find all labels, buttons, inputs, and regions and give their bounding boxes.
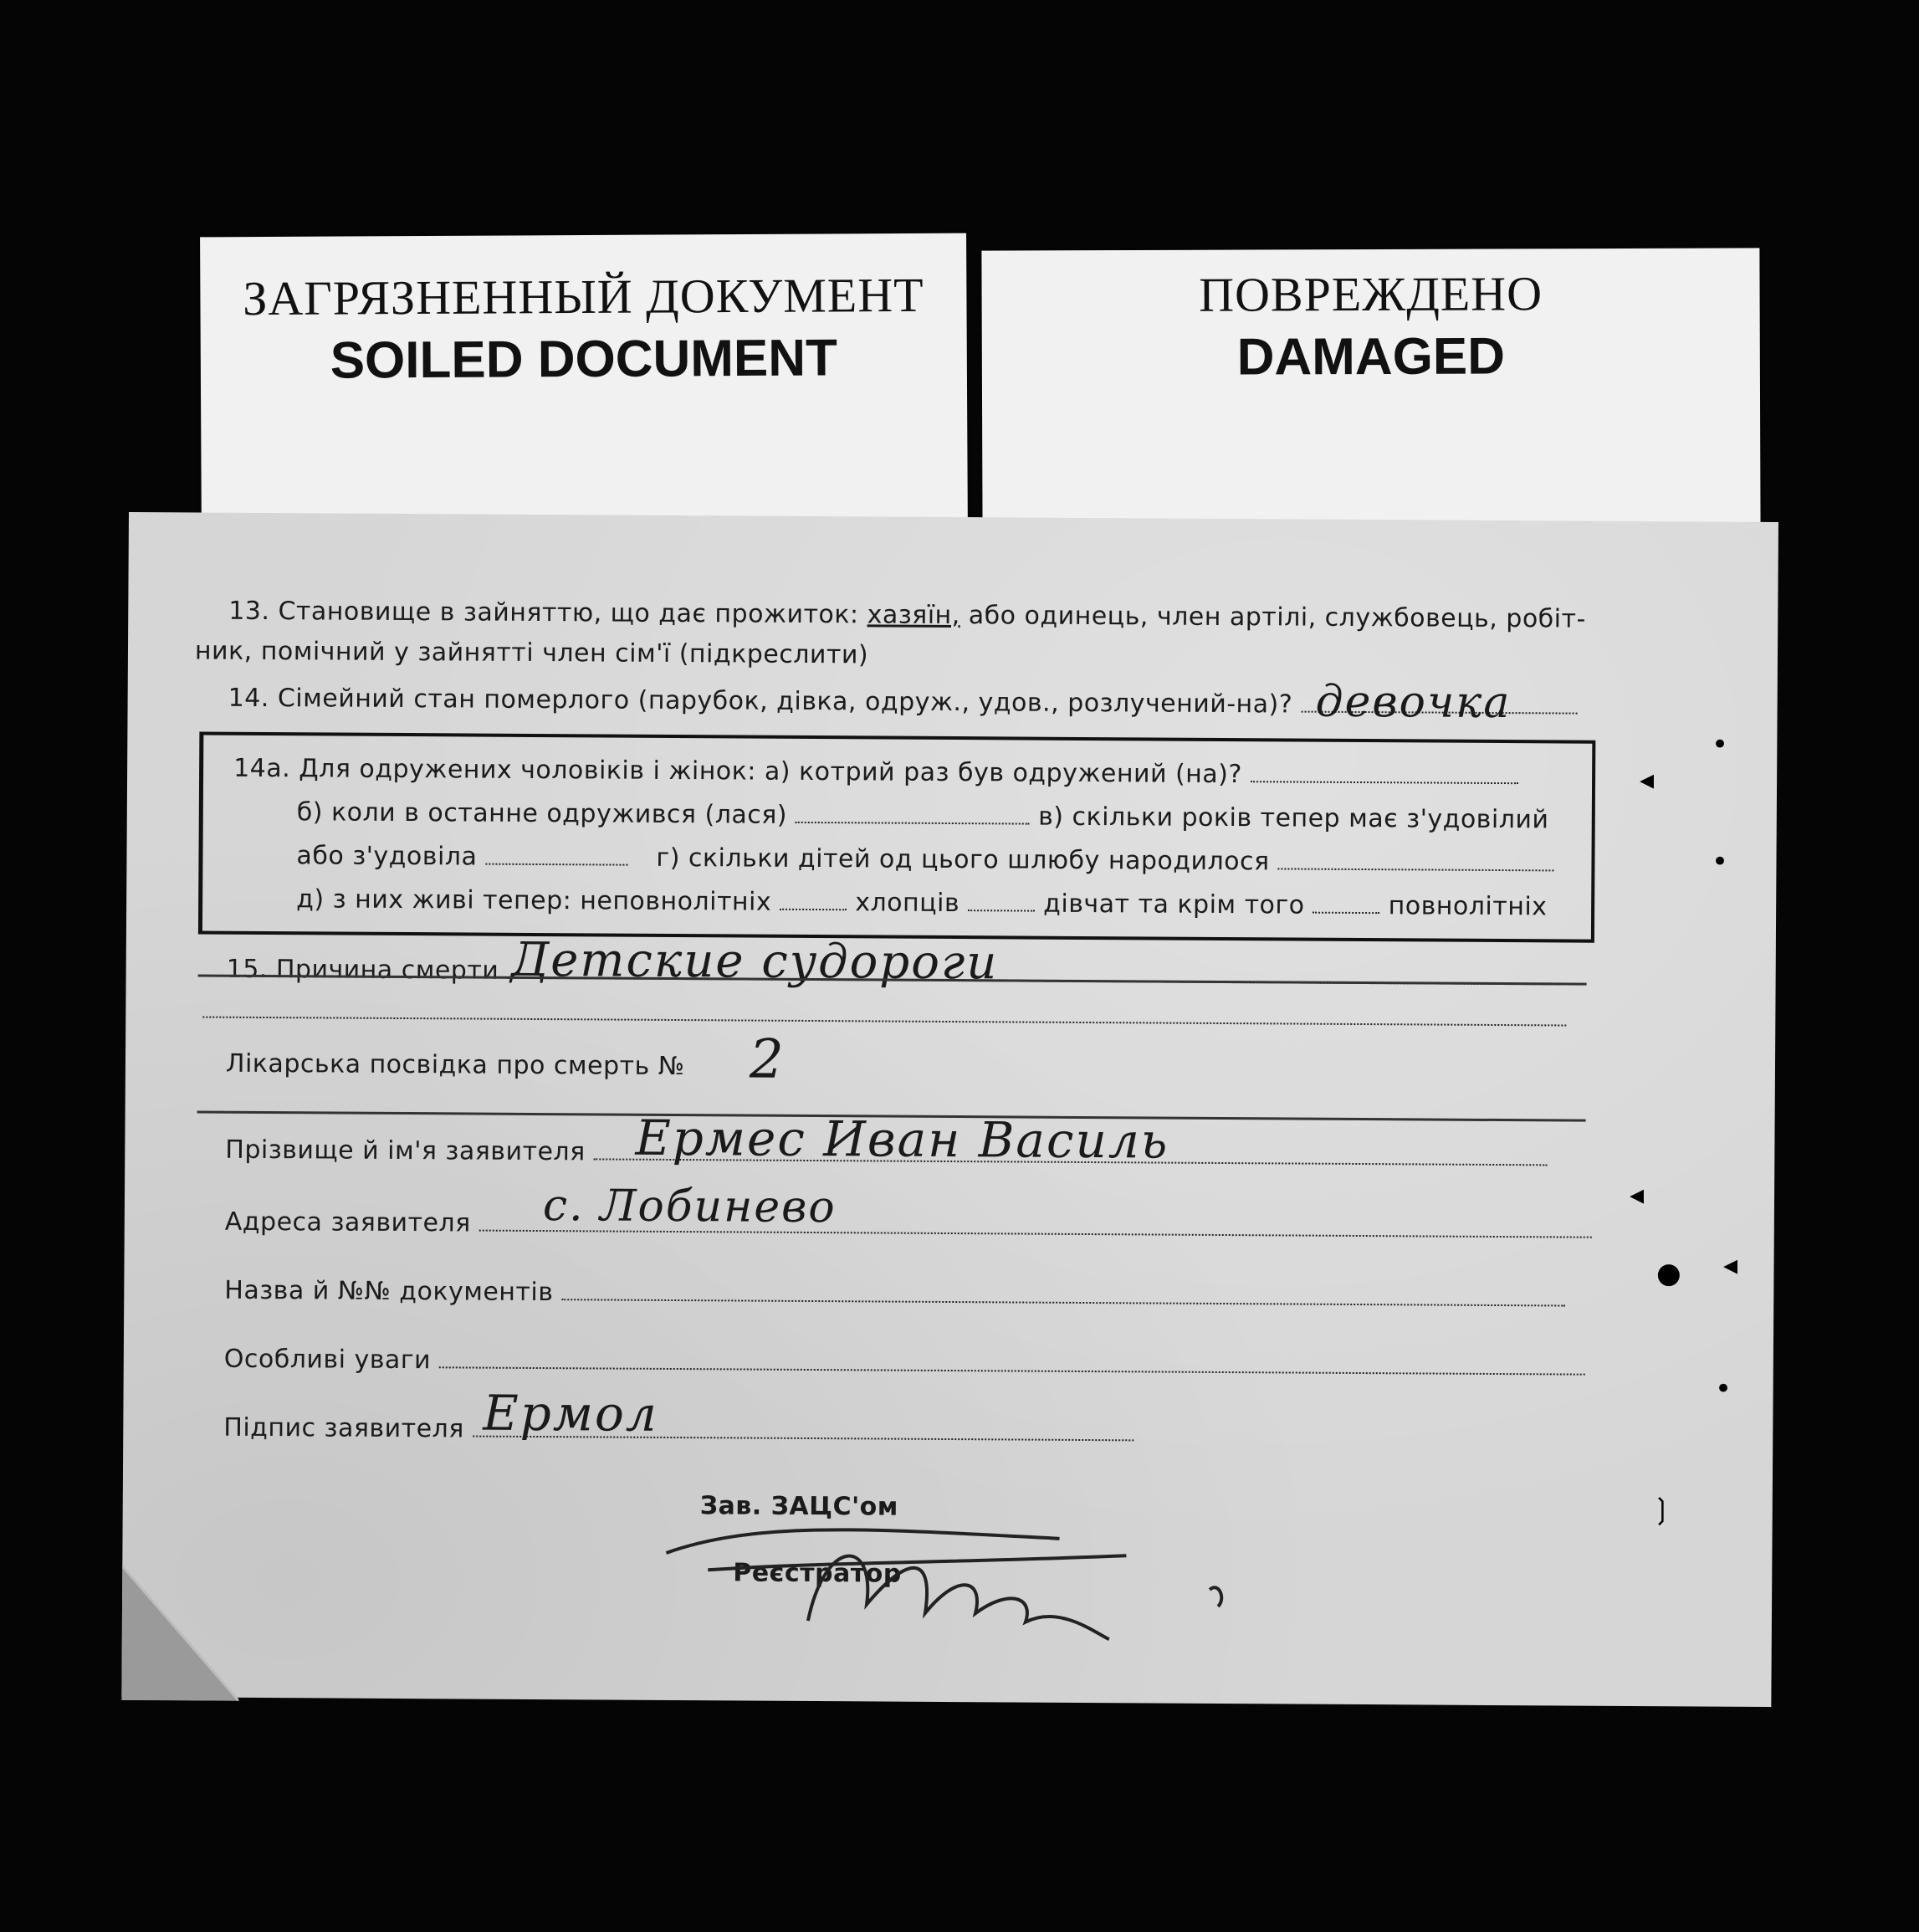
notes-field [439,1346,1585,1375]
medical-certificate-line [226,1049,685,1081]
soiled-label-en: SOILED DOCUMENT [330,329,838,390]
item14a-adults-label: повнолітніх [1388,891,1548,922]
documents-field [561,1279,1565,1306]
item14a-field-v [485,843,627,866]
applicant-name-value: Ермес Иван Василь [635,1109,1169,1170]
item14a-question-a: 14а. Для одружених чоловіків і жінок: а) котрий раз був одружений (на)? [233,753,1242,790]
item13-selected-value: хазяїн, [867,600,960,631]
documents-line [224,1276,1565,1314]
item15-continuation [202,996,1574,1033]
item13-line1 [228,597,1586,634]
punch-mark: ◂ [1630,1178,1645,1212]
head-of-registry-label: Зав. ЗАЦС'ом [699,1491,898,1522]
signature-label: Підпис заявителя [223,1412,464,1444]
applicant-address-line [225,1207,1592,1245]
item14a-field-g [1278,848,1554,871]
item14a-question-d: д) з них живі тепер: неповнолітніх [296,884,772,917]
item14a-question-g: г) скільки дітей од цього шлюбу народилося [656,843,1270,877]
medical-certificate-box [197,975,1587,1122]
death-record-form [121,512,1778,1707]
item14a-field-minors [780,889,847,910]
item14a-field-adults [1313,892,1380,914]
punch-mark: ◂ [1723,1248,1738,1282]
registrar-label: Реєстратор [733,1558,902,1589]
item14a-field-b [796,802,1030,825]
item14a-question-b: б) коли в останне одружився (лася) [296,797,788,830]
item14a-field-boys [968,889,1035,911]
item14-handwritten-value: девочка [1315,676,1512,729]
punch-mark: ● [1656,1257,1681,1290]
punch-mark: ❳ [1650,1493,1674,1526]
item14a-question-v: в) скільки років тепер має з'удовілий [1038,802,1549,835]
item14a-line1 [233,754,1518,791]
item14a-field-a [1251,761,1518,784]
punch-mark: • [1712,845,1729,879]
corner-fold [121,1566,239,1701]
punch-mark: ◂ [1640,763,1655,797]
damaged-label-ru: ПОВРЕЖДЕНО [1199,266,1543,322]
applicant-address-label: Адреса заявителя [224,1207,471,1238]
item13-label: 13. Становище в зайняттю, що дає прожиток: [228,596,859,630]
item15-handwritten-value: Детские судороги [510,932,999,991]
item14a-box [198,732,1595,943]
applicant-address-value: с. Лобинево [542,1181,837,1233]
item15-continuation-field [202,997,1566,1027]
registrar-signature [658,1503,1244,1657]
item14a-line2 [297,797,1549,834]
item14a-girls-label: дівчат та крім того [1043,889,1305,920]
item14a-line3 [296,841,1553,878]
soiled-label-ru: ЗАГРЯЗНЕННЫЙ ДОКУМЕНТ [243,267,924,326]
item13-line2: ник, помічний у зайнятті член сім'ї (підкреслити) [194,636,869,670]
item15-label: 15. Причина смерти [226,954,499,986]
item13-options: або одинець, член артілі, службовець, робіт- [968,601,1586,634]
item14-label: 14. Сімейний стан померлого (парубок, дівка, одруж., удов., розлучений-на)? [228,683,1293,720]
signature-line [223,1413,1133,1448]
notes-line [224,1345,1585,1382]
item14a-line4 [296,884,1548,921]
notes-label: Особливі уваги [223,1344,432,1376]
punch-mark: • [1712,728,1729,761]
medical-certificate-number: 2 [749,1028,786,1091]
applicant-signature: Ермол [483,1384,659,1443]
applicant-name-label: Прізвище й ім'я заявителя [225,1135,586,1167]
item14a-question-v-cont: або з'удовіла [296,841,478,872]
medical-certificate-label: Лікарська посвідка про смерть № [225,1048,685,1082]
damaged-document-label [981,248,1760,543]
punch-mark: • [1715,1372,1732,1406]
soiled-document-label [200,233,968,539]
damaged-label-en: DAMAGED [1236,327,1506,387]
documents-label: Назва й №№ документів [224,1275,554,1308]
item14a-boys-label: хлопців [855,888,960,919]
